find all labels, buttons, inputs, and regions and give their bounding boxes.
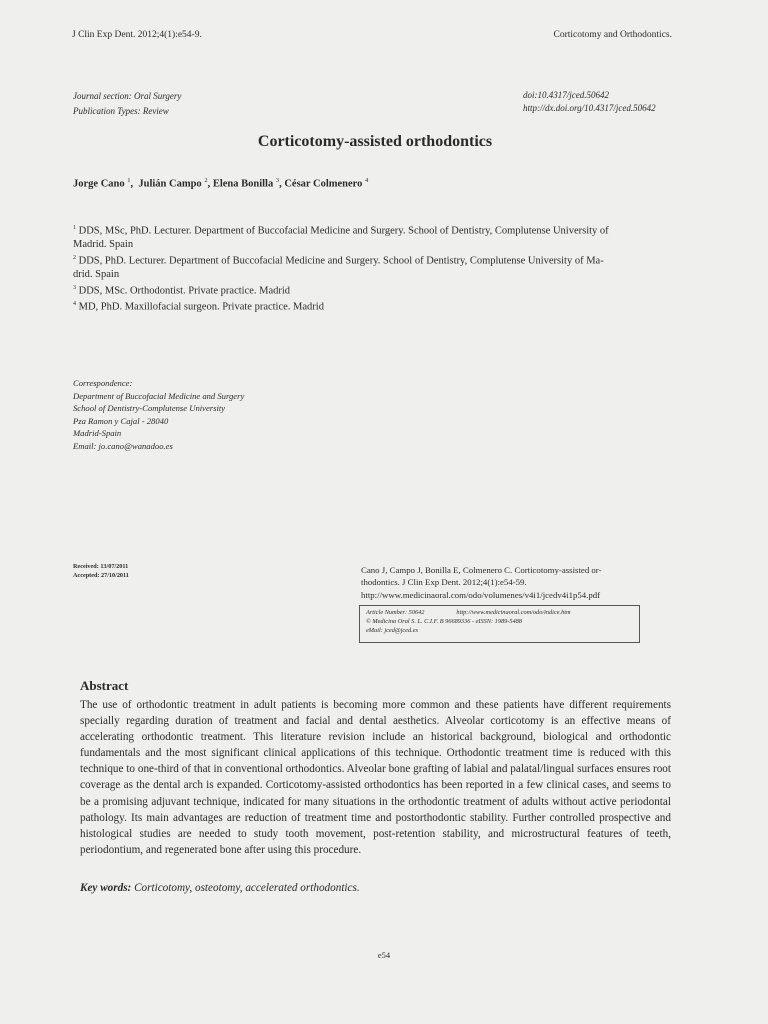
author-name: Elena Bonilla [212,178,274,190]
journal-section: Journal section: Oral Surgery [73,91,182,101]
abstract-text: The use of orthodontic treatment in adult patients is becoming more common and these patients have different requirements specially regarding duration of treatment and facial and dental aesthetics. Alveolar corticotomy is an effective means of accelerating orthodontic treatment. This literature revision include an historical background, biological and orthodontic fundamentals and the most significant clinical applications of this technique. Orthodontic treatment time is reduced with this technique to one-third of that in conventional orthodontics. Alveolar bone grafting of labial and palatal/lingual surfaces ensures root coverage as the dental arch is expanded. Corticotomy-assisted orthodontics has been reported in a few clinical cases, and seems to be a promising adjuvant technique, indicated for many situations in the orthodontic treatment of adults without active periodontal pathology. Its main advantages are reduction of treatment time and postorthodontic stability. Further controlled prospective and histological studies are needed to study tooth movement, post-retention stability, and microstructural features of teeth, periodontium, and regenerated bone after using this procedure. [80,699,671,856]
abstract-heading: Abstract [80,678,129,693]
citation: Cano J, Campo J, Bonilla E, Colmenero C. Corticotomy-assisted or- thodontics. J Clin Exp Dent. 2012;4(1):e54-59. http://www.medicinaoral.com/odo/volumenes/v4i1/jcedv4i1p54.pdf [361,564,661,601]
correspondence-line: Madrid-Spain [73,428,122,438]
keywords [80,882,360,894]
journal-index-link[interactable]: http://www.medicinaoral.com/odo/indice.htm [456,609,571,616]
doi: doi:10.4317/jced.50642 [523,90,609,100]
affiliation: $^1$ DDS, MSc, PhD. Lecturer. Department of Buccofacial Medicine and Surgery. School of Dentistry, Complutense University of Madrid. Spain [73,225,609,251]
journal-reference: J Clin Exp Dent. 2012;4(1):e54-9. [72,30,202,40]
author-affiliation-mark: 3 [275,177,280,184]
correspondence-line: Department of Buccofacial Medicine and Surgery [73,390,245,401]
keywords-label: Key words: [80,882,132,894]
author-list: Jorge Cano $^1$, Julián Campo $^2$, Elena Bonilla $^3$, César Colmenero $^4$ [73,177,369,190]
correspondence-line: Pza Ramon y Cajal - 28040 [73,415,169,426]
running-title: Corticotomy and Orthodontics. [553,30,672,40]
publication-type: Publication Types: Review [73,106,169,116]
affiliation: $^4$ MD, PhD. Maxillofacial surgeon. Private practice. Madrid [73,301,324,313]
correspondence-line: School of Dentistry-Complutense University [73,403,226,413]
keywords-value: Corticotomy, osteotomy, accelerated orthodontics. [134,882,360,894]
journal-email: eMail: jced@jced.es [366,626,418,634]
doi-block [523,89,656,115]
author-affiliation-mark: 2 [204,177,208,184]
correspondence-email[interactable]: Email: jo.cano@wanadoo.es [73,440,173,451]
received-date: Received: 13/07/2011 [73,563,129,570]
affiliations [73,222,673,315]
article-dates [73,562,129,580]
accepted-date: Accepted: 27/10/2011 [73,572,129,579]
author-affiliation-mark: 1 [127,177,131,184]
article-meta [73,89,181,119]
correspondence-label: Correspondence: [73,378,133,388]
author-name: César Colmenero [284,178,363,190]
author-name: Jorge Cano [73,178,125,190]
article-title: Corticotomy-assisted orthodontics [257,133,493,150]
author-affiliation-mark: 4 [365,177,369,184]
article-info-box [359,605,640,643]
doi-link[interactable]: http://dx.doi.org/10.4317/jced.50642 [523,103,656,113]
author-name: Julián Campo [138,178,202,190]
copyright: © Medicina Oral S. L. C.I.F. B 96689336 - eISSN: 1989-5488 [366,617,522,625]
correspondence [73,377,244,452]
affiliation: $^2$ DDS, PhD. Lecturer. Department of Buccofacial Medicine and Surgery. School of Dentistry, Complutense University of Ma- drid. Spain [73,255,604,281]
article-number: Article Number: 50642 [366,609,425,616]
citation-pdf-link[interactable]: http://www.medicinaoral.com/odo/volumenes/v4i1/jcedv4i1p54.pdf [361,589,601,600]
page-number: e54 [377,950,391,960]
affiliation: $^3$ DDS, MSc. Orthodontist. Private practice. Madrid [73,285,291,297]
